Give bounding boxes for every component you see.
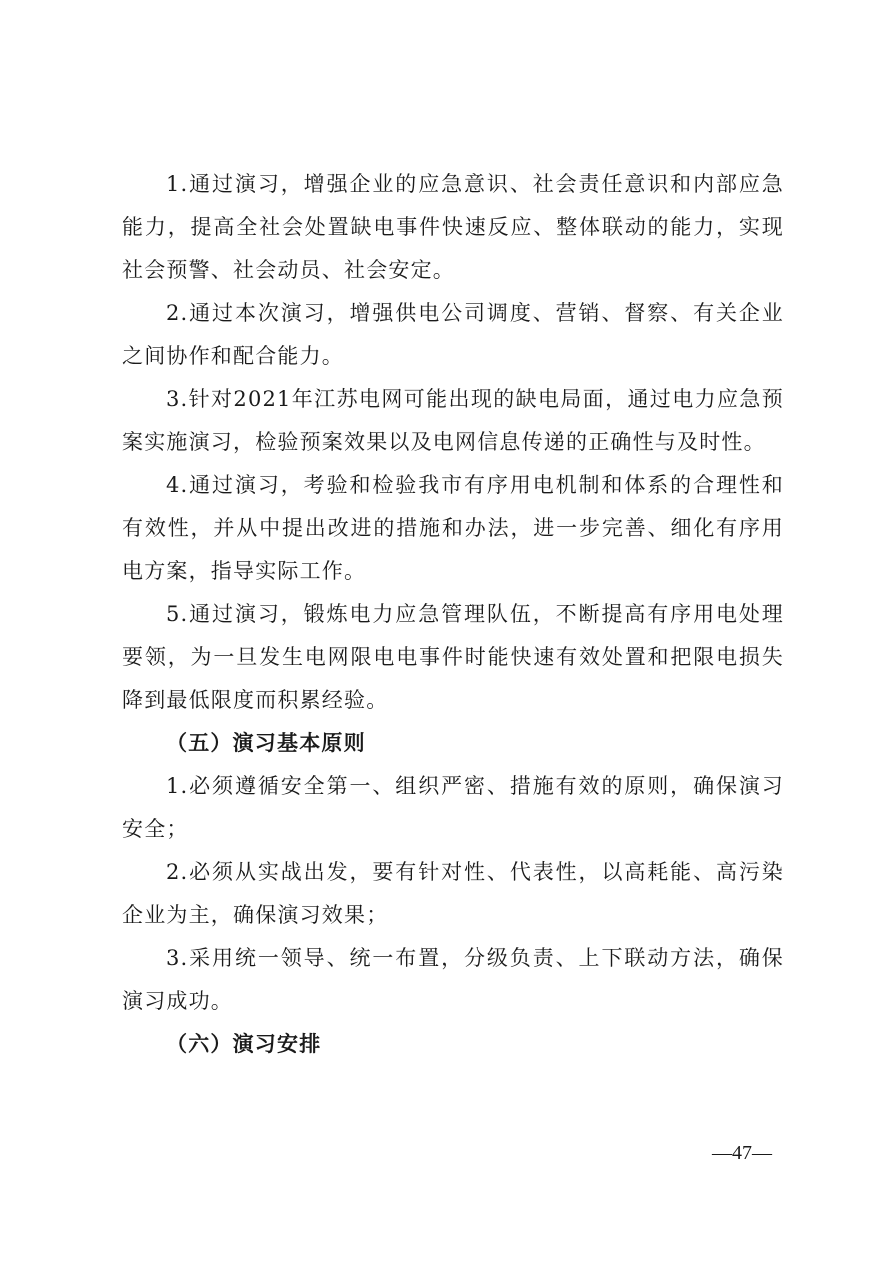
paragraph-objective-2: 2.通过本次演习，增强供电公司调度、营销、督察、有关企业之间协作和配合能力。 xyxy=(122,301,784,368)
section-heading-principles: （五）演习基本原则 xyxy=(166,731,366,755)
page-number: —47— xyxy=(712,1142,772,1164)
principle-item-2: 2.必须从实战出发，要有针对性、代表性，以高耗能、高污染企业为主，确保演习效果； xyxy=(122,860,784,927)
principle-item-1: 1.必须遵循安全第一、组织严密、措施有效的原则，确保演习安全； xyxy=(122,774,784,841)
paragraph-objective-1: 1.通过演习，增强企业的应急意识、社会责任意识和内部应急能力，提高全社会处置缺电事件快速反应、整体联动的能力，实现社会预警、社会动员、社会安定。 xyxy=(122,172,784,282)
principle-item-3: 3.采用统一领导、统一布置，分级负责、上下联动方法，确保演习成功。 xyxy=(122,946,784,1013)
document-body xyxy=(122,163,784,1066)
section-heading-arrangement: （六）演习安排 xyxy=(166,1032,322,1056)
paragraph-objective-3: 3.针对2021年江苏电网可能出现的缺电局面，通过电力应急预案实施演习，检验预案效果以及电网信息传递的正确性与及时性。 xyxy=(122,387,784,454)
paragraph-objective-5: 5.通过演习，锻炼电力应急管理队伍，不断提高有序用电处理要领，为一旦发生电网限电电事件时能快速有效处置和把限电损失降到最低限度而积累经验。 xyxy=(122,602,784,712)
paragraph-objective-4: 4.通过演习，考验和检验我市有序用电机制和体系的合理性和有效性，并从中提出改进的措施和办法，进一步完善、细化有序用电方案，指导实际工作。 xyxy=(122,473,784,583)
